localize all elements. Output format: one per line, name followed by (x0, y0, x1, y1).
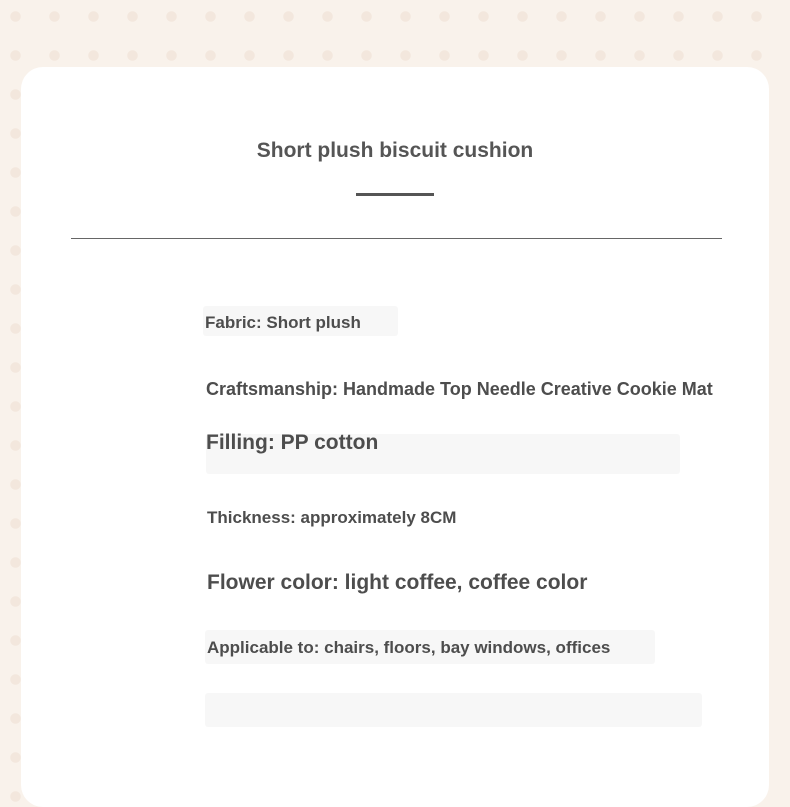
spec-thickness: Thickness: approximately 8CM (207, 508, 457, 527)
spec-applicable-to: Applicable to: chairs, floors, bay windows, offices (207, 638, 611, 657)
spec-fabric: Fabric: Short plush (205, 313, 361, 332)
section-divider (71, 238, 722, 239)
spec-filling: Filling: PP cotton (206, 431, 379, 454)
spec-craftsmanship: Craftsmanship: Handmade Top Needle Creative Cookie Mat (206, 379, 713, 399)
title-underline (356, 193, 434, 196)
product-title: Short plush biscuit cushion (256, 139, 534, 162)
ghost-remnant (205, 693, 702, 727)
spec-flower-color: Flower color: light coffee, coffee color (207, 571, 588, 594)
